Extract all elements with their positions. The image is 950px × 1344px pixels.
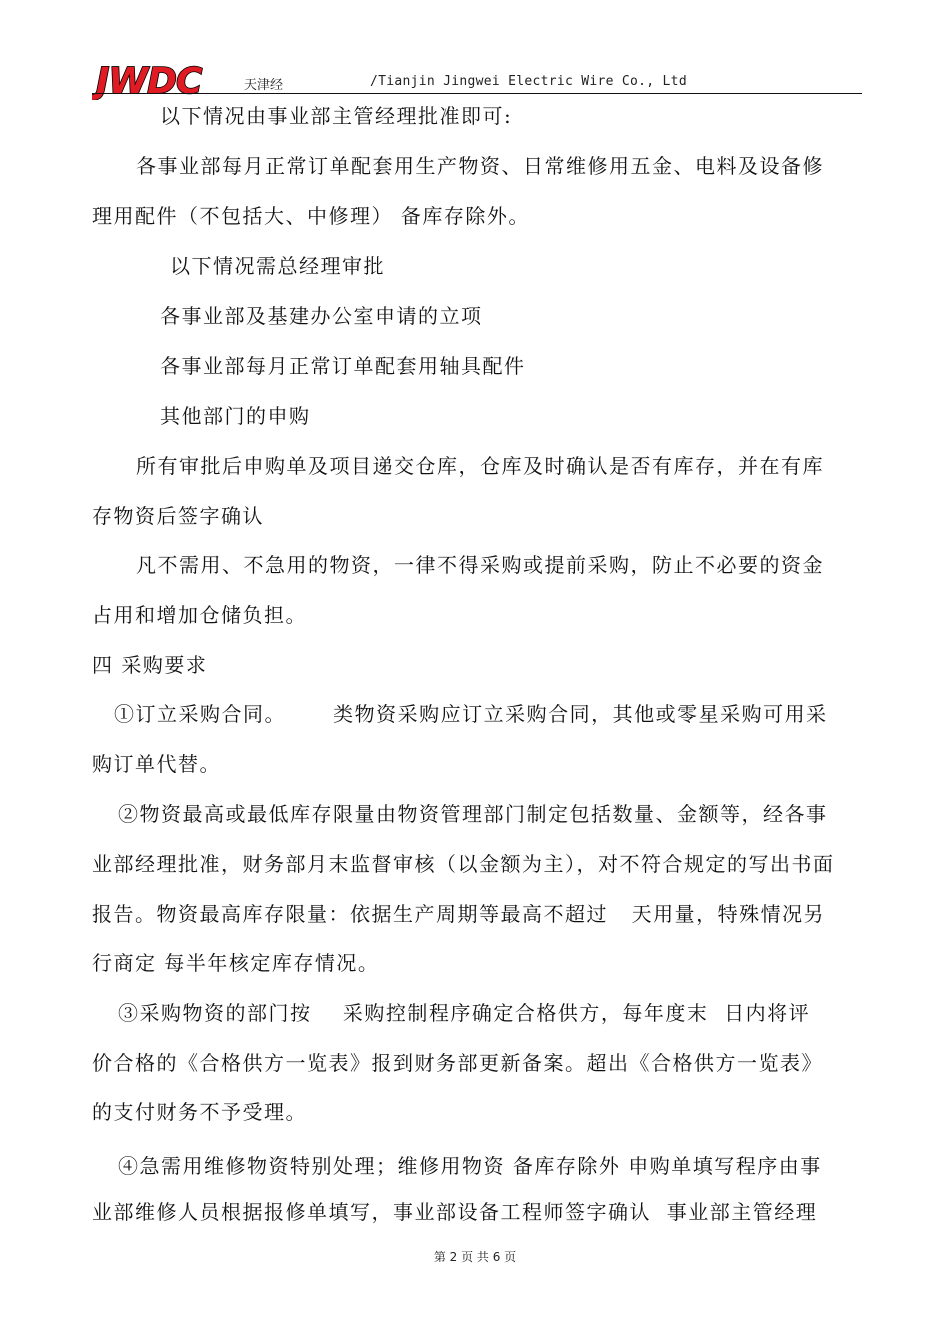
body-line: ③采购物资的部门按 采购控制程序确定合格供方，每年度末 日内将评	[118, 1001, 811, 1025]
body-line: 行商定 每半年核定库存情况。	[92, 951, 380, 975]
body-line: 理用配件（不包括大、中修理） 备库存除外。	[92, 204, 530, 228]
header-company-en: /Tianjin Jingwei Electric Wire Co., Ltd	[370, 74, 687, 89]
body-line: 以下情况由事业部主管经理批准即可:	[160, 104, 513, 128]
header-divider	[92, 93, 862, 94]
body-line: 所有审批后申购单及项目递交仓库，仓库及时确认是否有库存，并在有库	[136, 454, 824, 478]
body-line: 业部经理批准，财务部月末监督审核（以金额为主），对不符合规定的写出书面	[92, 852, 835, 876]
body-line: 凡不需用、不急用的物资，一律不得采购或提前采购，防止不必要的资金	[136, 553, 824, 577]
body-line: ①订立采购合同。 类物资采购应订立采购合同，其他或零星采购可用采	[114, 702, 828, 726]
section-heading: 四 采购要求	[92, 653, 208, 677]
header-company-cn: 天津经	[244, 78, 284, 93]
body-line: 存物资后签字确认	[92, 504, 264, 528]
body-line: 报告。物资最高库存限量：依据生产周期等最高不超过 天用量，特殊情况另	[92, 902, 826, 926]
body-line: 占用和增加仓储负担。	[92, 603, 307, 627]
body-line: 的支付财务不予受理。	[92, 1100, 307, 1124]
body-line: 各事业部及基建办公室申请的立项	[160, 304, 483, 328]
page-header	[92, 60, 862, 100]
body-line: 各事业部每月正常订单配套用生产物资、日常维修用五金、电料及设备修	[136, 154, 824, 178]
jwdc-logo	[92, 60, 242, 100]
body-line: 购订单代替。	[92, 752, 221, 776]
body-line: 业部维修人员根据报修单填写，事业部设备工程师签字确认 事业部主管经理	[92, 1200, 818, 1224]
logo-text: JWDC	[96, 61, 202, 100]
body-line: 以下情况需总经理审批	[170, 254, 385, 278]
body-line: 各事业部每月正常订单配套用轴具配件	[160, 354, 526, 378]
body-line: 价合格的《合格供方一览表》报到财务部更新备案。超出《合格供方一览表》	[92, 1051, 823, 1075]
page-number: 第 2 页 共 6 页	[433, 1250, 517, 1264]
body-line: 其他部门的申购	[160, 404, 311, 428]
body-line: ④急需用维修物资特别处理；维修用物资 备库存除外 申购单填写程序由事	[118, 1154, 822, 1178]
body-line: ②物资最高或最低库存限量由物资管理部门制定包括数量、金额等，经各事	[118, 802, 828, 826]
